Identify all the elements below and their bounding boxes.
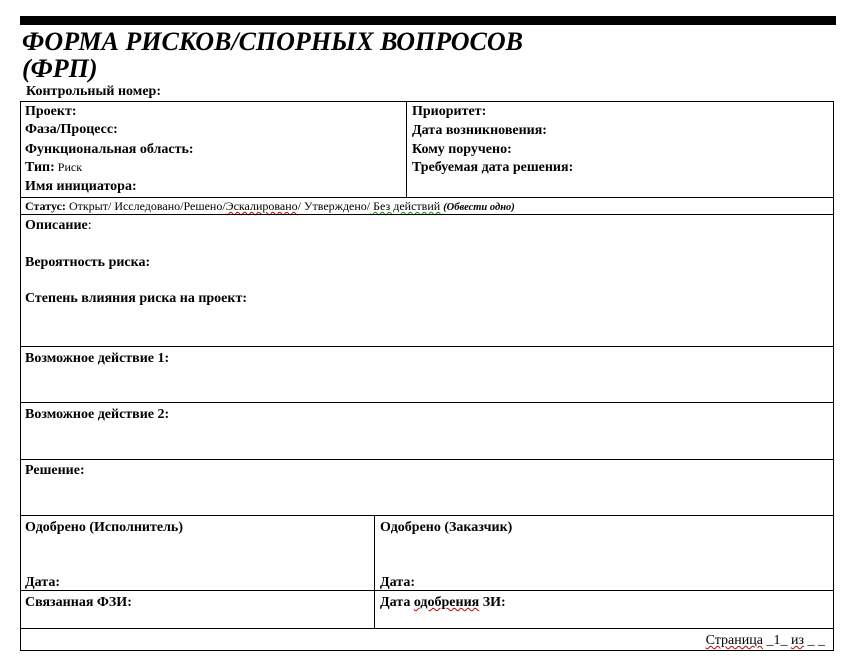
control-number-label: Контрольный номер: [26,84,161,99]
status-escalated: Эскалировано [225,199,298,213]
functional-area-label: Функциональная область: [25,142,194,157]
priority-label: Приоритет: [412,104,487,119]
top-rule [20,16,836,25]
type-field [25,159,82,176]
description-field [25,217,92,234]
customer-approval-label: Одобрено (Заказчик) [380,520,513,535]
page-current: _1_ [766,633,788,648]
info-divider [406,102,407,197]
status-label: Статус: [25,199,66,213]
form-title: ФОРМА РИСКОВ/СПОРНЫХ ВОПРОСОВ [22,27,523,56]
assigned-to-label: Кому поручено: [412,142,512,157]
divider [21,515,833,516]
cr-suffix: ЗИ: [479,595,506,610]
cr-approval-date-field [380,594,506,611]
page-total: _ _ [807,633,825,648]
divider [21,402,833,403]
description-label: Описание [25,218,88,233]
divider [21,628,833,629]
page-of: из [790,633,804,648]
divider [21,197,833,198]
divider [21,590,833,591]
cr-date-word: Дата [380,595,414,610]
risk-impact-label: Степень влияния риска на проект: [25,291,248,306]
contractor-approval-label: Одобрено (Исполнитель) [25,520,183,535]
contractor-date-label: Дата: [25,575,60,590]
resolution-label: Решение: [25,463,85,478]
cr-approval-word: одобрения [413,595,480,610]
initiator-label: Имя инициатора: [25,179,137,194]
divider [21,346,833,347]
action2-label: Возможное действие 2: [25,407,170,422]
form-subtitle: (ФРП) [22,54,98,83]
risk-probability-label: Вероятность риска: [25,255,151,270]
date-raised-label: Дата возникновения: [412,123,547,138]
phase-label: Фаза/Процесс: [25,122,118,137]
customer-date-label: Дата: [380,575,415,590]
divider [21,214,833,215]
status-hint: (Обвести одно) [443,202,515,213]
type-label: Тип: [25,160,55,175]
approval-divider [374,515,375,628]
project-label: Проект: [25,104,77,119]
description-colon: : [87,218,92,233]
status-row [25,199,515,215]
page-label: Страница [705,633,763,648]
status-approved: / Утверждено/ [297,199,371,213]
related-cr-label: Связанная ФЗИ: [25,595,132,610]
action1-label: Возможное действие 1: [25,351,170,366]
page-number [706,632,825,649]
type-value: Риск [54,160,83,174]
required-date-label: Требуемая дата решения: [412,160,574,175]
risk-form-table [20,101,834,651]
divider [21,459,833,460]
status-options: Открыт/ Исследовано/Решено/ [65,199,226,213]
status-no-action: Без действий [370,199,444,213]
